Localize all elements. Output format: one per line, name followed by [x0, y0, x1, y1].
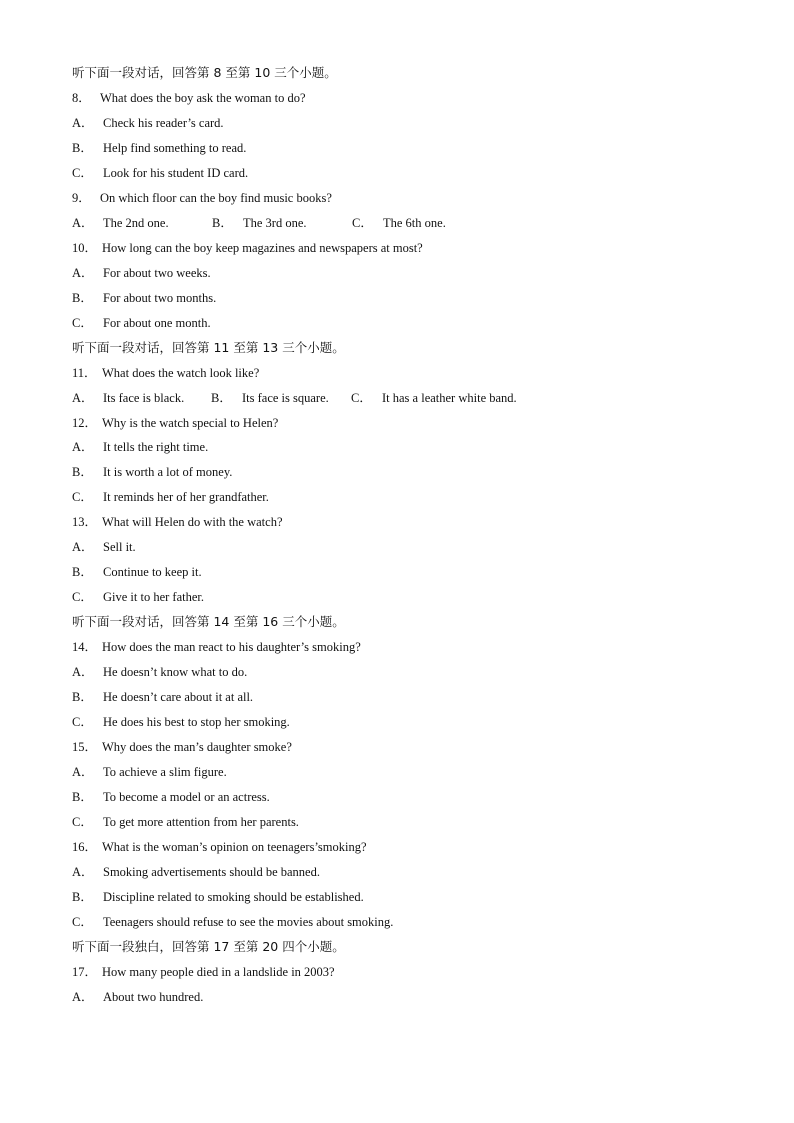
option-letter: C． — [72, 166, 93, 180]
option-b — [211, 386, 351, 410]
option-letter: A． — [72, 391, 94, 405]
question-text: What is the woman’s opinion on teenagers’smoking? — [102, 840, 367, 854]
question-number: 14． — [72, 640, 98, 654]
option-b — [212, 211, 352, 235]
question-15 — [72, 735, 292, 759]
option-a — [72, 660, 247, 684]
option-letter: B． — [72, 465, 93, 479]
option-c — [72, 161, 248, 185]
option-text: Its face is black. — [103, 391, 185, 405]
option-letter: A． — [72, 990, 94, 1004]
option-b — [72, 785, 270, 809]
option-text: Sell it. — [103, 540, 136, 554]
options-row — [72, 211, 446, 235]
option-letter: C． — [72, 915, 93, 929]
section-heading: 听下面一段对话，回答第 14 至第 16 三个小题。 — [72, 614, 345, 629]
option-letter: C． — [72, 490, 93, 504]
question-text: What does the boy ask the woman to do? — [100, 91, 306, 105]
question-text: How does the man react to his daughter’s smoking? — [102, 640, 361, 654]
option-text: For about two months. — [103, 291, 217, 305]
question-number: 16． — [72, 840, 98, 854]
option-b — [72, 560, 202, 584]
option-c — [351, 386, 517, 410]
option-b — [72, 885, 364, 909]
option-a — [72, 261, 211, 285]
question-8 — [72, 86, 306, 110]
question-14 — [72, 635, 361, 659]
option-text: To become a model or an actress. — [103, 790, 270, 804]
option-text: Continue to keep it. — [103, 565, 202, 579]
option-letter: C． — [72, 815, 93, 829]
option-text: It is worth a lot of money. — [103, 465, 233, 479]
question-text: What will Helen do with the watch? — [102, 515, 283, 529]
option-text: To get more attention from her parents. — [103, 815, 299, 829]
question-text: Why is the watch special to Helen? — [102, 416, 279, 430]
section-heading: 听下面一段独白，回答第 17 至第 20 四个小题。 — [72, 939, 345, 954]
question-17 — [72, 960, 335, 984]
option-letter: A． — [72, 266, 94, 280]
option-a — [72, 760, 227, 784]
option-letter: B． — [72, 790, 93, 804]
option-letter: C． — [72, 590, 93, 604]
option-letter: C． — [72, 715, 93, 729]
option-letter: B． — [72, 690, 93, 704]
option-letter: C． — [351, 391, 372, 405]
option-a — [72, 211, 212, 235]
option-letter: B． — [72, 565, 93, 579]
section-heading: 听下面一段对话，回答第 11 至第 13 三个小题。 — [72, 340, 345, 355]
option-letter: A． — [72, 540, 94, 554]
option-text: Look for his student ID card. — [103, 166, 249, 180]
option-c — [72, 910, 393, 934]
option-letter: A． — [72, 216, 94, 230]
option-text: It reminds her of her grandfather. — [103, 490, 269, 504]
option-b — [72, 136, 246, 160]
option-a — [72, 985, 203, 1009]
option-a — [72, 535, 136, 559]
option-letter: A． — [72, 440, 94, 454]
question-13 — [72, 510, 283, 534]
option-text: It tells the right time. — [103, 440, 209, 454]
option-text: To achieve a slim figure. — [103, 765, 227, 779]
option-letter: A． — [72, 765, 94, 779]
option-letter: B． — [211, 391, 232, 405]
question-number: 11． — [72, 366, 97, 380]
question-number: 15． — [72, 740, 98, 754]
option-text: Smoking advertisements should be banned. — [103, 865, 320, 879]
question-11 — [72, 361, 259, 385]
question-number: 13． — [72, 515, 98, 529]
option-c — [72, 585, 204, 609]
option-text: The 3rd one. — [243, 216, 307, 230]
question-number: 12． — [72, 416, 98, 430]
option-a — [72, 111, 224, 135]
option-text: Its face is square. — [242, 391, 329, 405]
option-text: He does his best to stop her smoking. — [103, 715, 290, 729]
option-c — [72, 311, 211, 335]
option-b — [72, 460, 232, 484]
option-letter: B． — [72, 291, 93, 305]
question-9 — [72, 186, 332, 210]
question-text: How many people died in a landslide in 2003? — [102, 965, 335, 979]
option-text: Help find something to read. — [103, 141, 247, 155]
option-letter: A． — [72, 665, 94, 679]
option-letter: A． — [72, 116, 94, 130]
question-text: How long can the boy keep magazines and newspapers at most? — [102, 241, 423, 255]
option-text: Give it to her father. — [103, 590, 205, 604]
question-number: 9． — [72, 191, 91, 205]
option-a — [72, 435, 208, 459]
question-12 — [72, 411, 278, 435]
option-letter: B． — [72, 141, 93, 155]
option-c — [352, 211, 446, 235]
options-row — [72, 386, 517, 410]
question-number: 8． — [72, 91, 91, 105]
option-a — [72, 386, 211, 410]
option-text: He doesn’t know what to do. — [103, 665, 248, 679]
option-text: For about two weeks. — [103, 266, 211, 280]
option-text: The 6th one. — [383, 216, 446, 230]
option-c — [72, 810, 299, 834]
option-b — [72, 286, 216, 310]
option-text: Discipline related to smoking should be established. — [103, 890, 364, 904]
option-b — [72, 685, 253, 709]
option-text: The 2nd one. — [103, 216, 169, 230]
question-text: What does the watch look like? — [102, 366, 260, 380]
option-letter: A． — [72, 865, 94, 879]
option-letter: B． — [72, 890, 93, 904]
question-number: 17． — [72, 965, 98, 979]
option-letter: C． — [352, 216, 373, 230]
question-text: On which floor can the boy find music books? — [100, 191, 332, 205]
option-letter: C． — [72, 316, 93, 330]
option-text: It has a leather white band. — [382, 391, 517, 405]
question-number: 10． — [72, 241, 98, 255]
option-c — [72, 710, 290, 734]
option-text: For about one month. — [103, 316, 211, 330]
question-text: Why does the man’s daughter smoke? — [102, 740, 292, 754]
section-heading: 听下面一段对话，回答第 8 至第 10 三个小题。 — [72, 65, 337, 80]
option-text: Teenagers should refuse to see the movies about smoking. — [103, 915, 394, 929]
option-text: Check his reader’s card. — [103, 116, 224, 130]
option-c — [72, 485, 269, 509]
option-a — [72, 860, 320, 884]
option-letter: B． — [212, 216, 233, 230]
option-text: About two hundred. — [103, 990, 204, 1004]
question-10 — [72, 236, 423, 260]
question-16 — [72, 835, 367, 859]
option-text: He doesn’t care about it at all. — [103, 690, 254, 704]
